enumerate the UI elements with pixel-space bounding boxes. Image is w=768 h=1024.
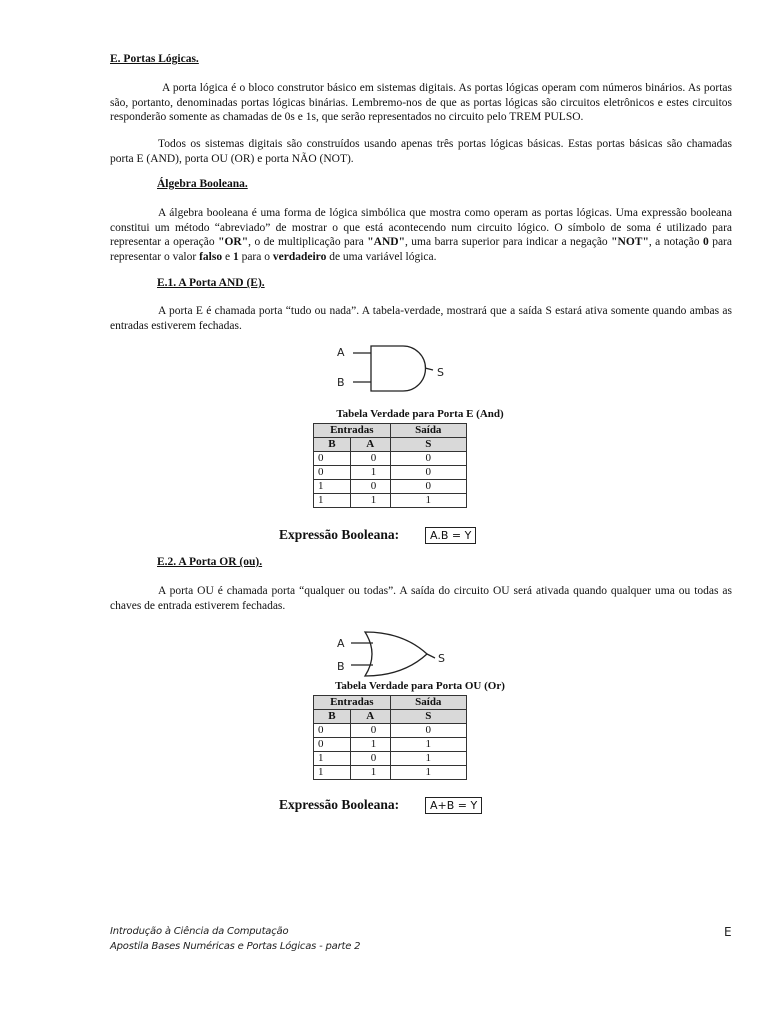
algebra-title: Álgebra Booleana. [157,178,248,190]
or-col-a: A [350,710,390,724]
or-input-b-label: B [337,660,345,673]
and-truth-table [313,423,467,508]
basic-gates-paragraph: Todos os sistemas digitais são construídos usando apenas três portas lógicas básicas. Estas portas básicas são chamadas porta E (AND), porta OU (OR) e porta NÃO (NOT). [110,138,732,165]
and-input-a-label: A [337,346,345,359]
and-output-s-label: S [437,366,444,379]
table-row: 1 1 1 [314,766,467,780]
and-col-b: B [314,438,351,452]
and-table-caption: Tabela Verdade para Porta E (And) [336,408,504,420]
and-output-header: Saída [390,424,466,438]
and-col-s: S [390,438,466,452]
table-row: 0 1 0 [314,466,467,480]
and-expression-label: Expressão Booleana: [279,527,400,542]
and-gate-title: E.1. A Porta AND (E). [157,277,265,289]
and-inputs-header: Entradas [314,424,391,438]
table-row: 0 0 0 [314,724,467,738]
and-col-a: A [350,438,390,452]
and-gate-body [371,346,426,391]
or-gate-diagram [333,628,453,685]
footer-document: Apostila Bases Numéricas e Portas Lógicas - parte 2 [110,941,361,952]
or-expression-label: Expressão Booleana: [279,797,400,812]
intro-paragraph: A porta lógica é o bloco construtor básico em sistemas digitais. As portas lógicas operam com números binários. As portas são, portanto, denominadas portas lógicas binárias. Lembremo-nos de que as portas lógicas são circuitos eletrônicos e estes circuitos responderão somente as chamadas de 0s e 1s, que serão representados no circuito pelo TREM PULSO. [110,82,732,124]
and-expression-box: A.B = Y [425,527,476,544]
and-output-line [425,368,433,370]
or-col-b: B [314,710,351,724]
or-output-s-label: S [438,652,445,665]
or-input-a-label: A [337,637,345,650]
or-gate-title: E.2. A Porta OR (ou). [157,556,263,568]
and-gate-description: A porta E é chamada porta “tudo ou nada”. A tabela-verdade, mostrará que a saída S estará ativa somente quando ambas as entradas estiverem fechadas. [110,305,732,332]
or-output-header: Saída [390,696,466,710]
footer-course: Introdução à Ciência da Computação [110,926,289,937]
or-col-s: S [390,710,466,724]
table-row: 1 1 1 [314,494,467,508]
table-row: 0 0 0 [314,452,467,466]
and-input-b-label: B [337,376,345,389]
page-number: E [724,925,732,939]
or-gate-description: A porta OU é chamada porta “qualquer ou todas”. A saída do circuito OU será ativada quando qualquer uma ou todas as chaves de entrada estiverem fechadas. [110,585,732,612]
table-row: 1 0 0 [314,480,467,494]
or-output-line [427,654,435,658]
or-inputs-header: Entradas [314,696,391,710]
algebra-paragraph: A álgebra booleana é uma forma de lógica simbólica que mostra como operam as portas lógicas. Uma expressão booleana constitui um método “abreviado” de mostrar o que está acontecendo num circuito lógico. O símbolo de soma é utilizado para representar a operação "OR", o de multiplicação para "AND", uma barra superior para indicar a negação "NOT", a notação 0 para representar o valor falso e 1 para o verdadeiro de uma variável lógica. [110,207,732,263]
or-expression-box: A+B = Y [425,797,482,814]
table-row: 0 1 1 [314,738,467,752]
and-gate-diagram [333,342,453,399]
or-table-caption: Tabela Verdade para Porta OU (Or) [335,680,505,692]
table-row: 1 0 1 [314,752,467,766]
or-truth-table [313,695,467,780]
section-title: E. Portas Lógicas. [110,53,199,65]
or-gate-body [365,632,427,676]
